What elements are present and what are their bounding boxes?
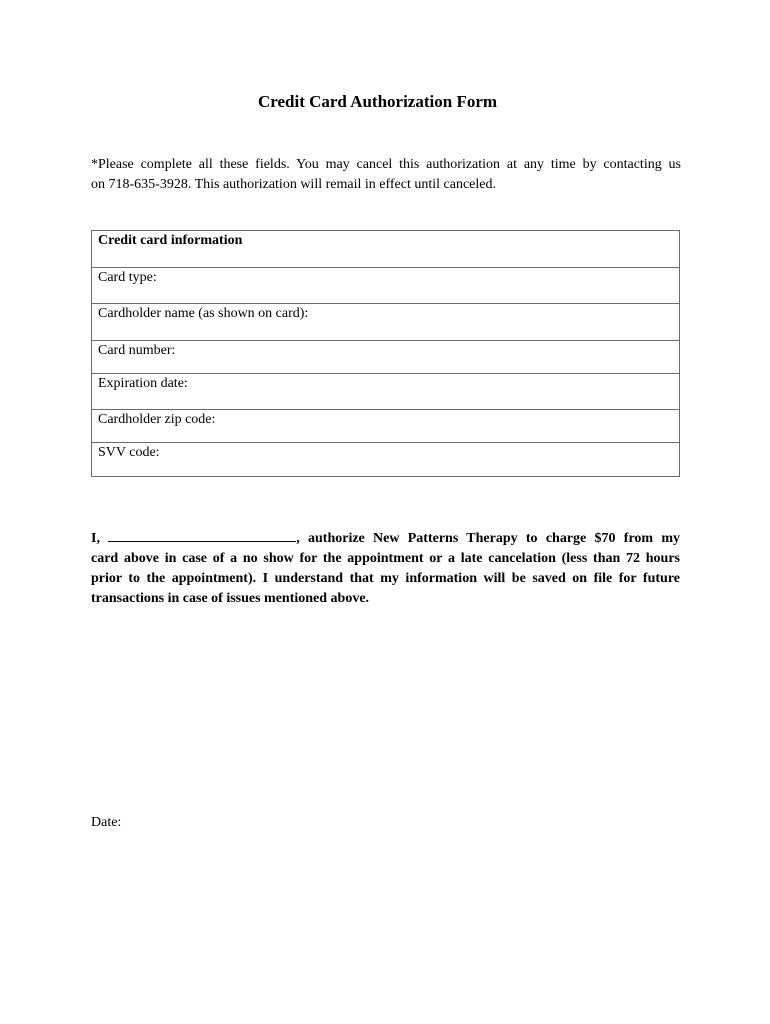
zip-code-field[interactable]: Cardholder zip code: <box>92 410 680 443</box>
table-header-cell: Credit card information <box>92 231 680 268</box>
authorization-line-1 <box>91 529 680 549</box>
authorization-paragraph <box>91 529 680 609</box>
authorization-prefix: I, <box>91 531 100 546</box>
intro-paragraph <box>91 155 681 195</box>
svv-code-field[interactable]: SVV code: <box>92 443 680 477</box>
cardholder-name-field[interactable]: Cardholder name (as shown on card): <box>92 304 680 341</box>
intro-line-1: *Please complete all these fields. You may cancel this authorization at any time by contacting us <box>91 157 681 172</box>
authorization-line-3: prior to the appointment). I understand that my information will be saved on file for future <box>91 571 680 586</box>
expiration-date-field[interactable]: Expiration date: <box>92 374 680 410</box>
intro-line-2: on 718-635-3928. This authorization will remail in effect until canceled. <box>91 177 496 192</box>
date-label[interactable]: Date: <box>91 815 122 830</box>
form-title: Credit Card Authorization Form <box>257 92 498 111</box>
card-number-field[interactable]: Card number: <box>92 341 680 374</box>
name-blank-line[interactable] <box>108 529 296 542</box>
card-type-field[interactable]: Card type: <box>92 268 680 304</box>
authorization-line-1-text: , authorize New Patterns Therapy to charge $70 from my <box>296 531 680 546</box>
authorization-line-4: transactions in case of issues mentioned above. <box>91 591 370 606</box>
credit-card-info-table <box>91 230 680 477</box>
authorization-line-2: card above in case of a no show for the appointment or a late cancelation (less than 72 hours <box>91 551 680 566</box>
